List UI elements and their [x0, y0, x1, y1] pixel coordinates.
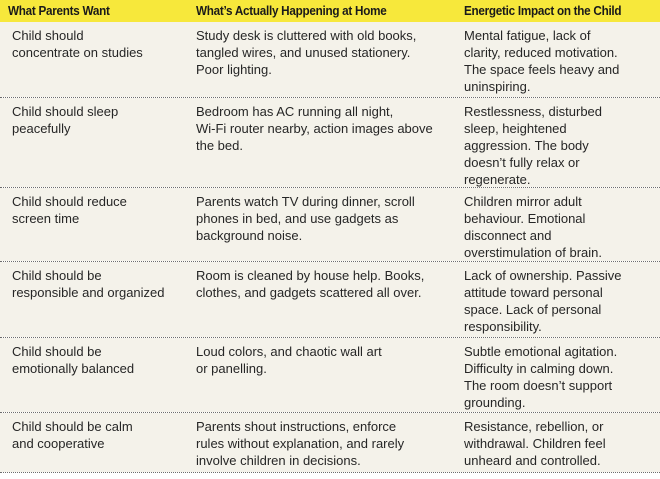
cell-happening: Room is cleaned by house help. Books, clothes, and gadgets scattered all over.	[196, 268, 425, 300]
cell-happening: Parents shout instructions, enforce rules without explanation, and rarely involve children in decisions.	[196, 419, 405, 468]
table-row	[0, 262, 660, 337]
header-energetic-impact: Energetic Impact on the Child	[464, 3, 622, 18]
table-header	[0, 0, 660, 22]
cell-impact: Lack of ownership. Passive attitude toward personal space. Lack of personal responsibility.	[464, 268, 622, 334]
table-row	[0, 188, 660, 261]
header-what-parents-want: What Parents Want	[8, 3, 110, 18]
row-divider	[0, 472, 660, 473]
table-row	[0, 413, 660, 472]
cell-parents-want: Child should be responsible and organized	[12, 268, 165, 300]
cell-impact: Resistance, rebellion, or withdrawal. Children feel unheard and controlled.	[464, 419, 606, 468]
cell-parents-want: Child should be emotionally balanced	[12, 344, 135, 376]
cell-happening: Parents watch TV during dinner, scroll phones in bed, and use gadgets as background noise.	[196, 194, 415, 243]
table-row	[0, 338, 660, 412]
header-whats-happening: What’s Actually Happening at Home	[196, 3, 387, 18]
cell-parents-want: Child should be calm and cooperative	[12, 419, 133, 451]
cell-happening: Loud colors, and chaotic wall art or panelling.	[196, 344, 382, 376]
cell-impact: Children mirror adult behaviour. Emotional disconnect and overstimulation of brain.	[464, 194, 603, 260]
table-row	[0, 98, 660, 187]
cell-impact: Mental fatigue, lack of clarity, reduced motivation. The space feels heavy and uninspiring.	[464, 28, 620, 94]
cell-happening: Study desk is cluttered with old books, tangled wires, and unused stationery. Poor lighting.	[196, 28, 417, 77]
cell-parents-want: Child should reduce screen time	[12, 194, 127, 226]
cell-happening: Bedroom has AC running all night, Wi-Fi router nearby, action images above the bed.	[196, 104, 433, 153]
cell-impact: Restlessness, disturbed sleep, heightened aggression. The body doesn’t fully relax or regenerate.	[464, 104, 603, 187]
cell-parents-want: Child should concentrate on studies	[12, 28, 143, 60]
cell-parents-want: Child should sleep peacefully	[12, 104, 119, 136]
table-row	[0, 22, 660, 97]
cell-impact: Subtle emotional agitation. Difficulty in calming down. The room doesn’t support grounding.	[464, 344, 618, 410]
